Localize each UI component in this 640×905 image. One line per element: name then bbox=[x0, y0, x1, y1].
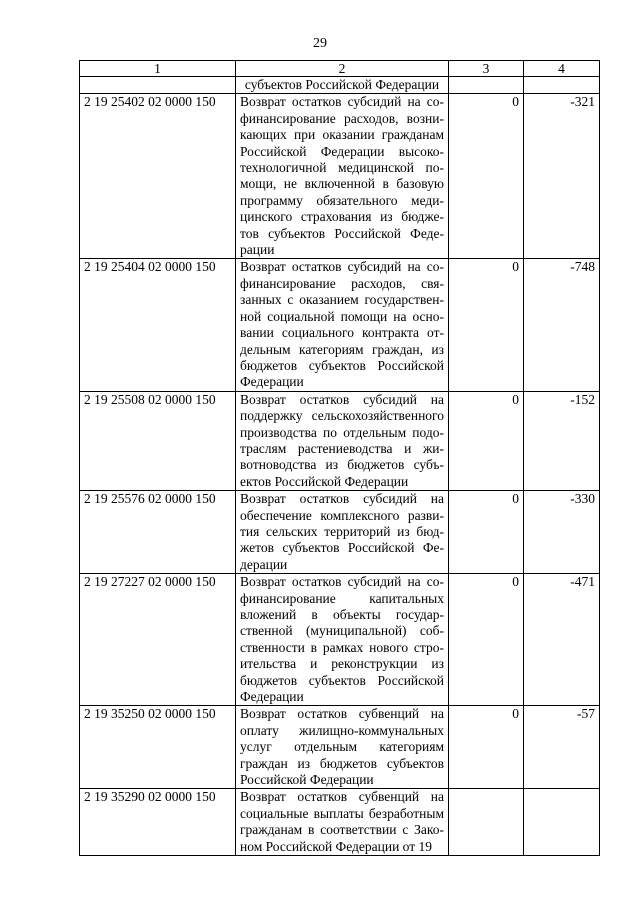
value-col3: 0 bbox=[449, 259, 524, 391]
column-header-4: 4 bbox=[524, 61, 600, 77]
table-row bbox=[80, 574, 600, 706]
value-col3: 0 bbox=[449, 574, 524, 706]
description: Возврат остатков субсидий на со-финансирование капитальных вложений в объекты государ-ственной (муниципальной) соб-ственности в рамках нового стро-ительства и реконструкции из бюджетов субъектов Российской Федерации bbox=[236, 574, 449, 706]
description: Возврат остатков субсидий на со-финансирование расходов, свя-занных с оказанием государствен-ной социальной помощи на осно-вании социального контракта от-дельным категориям граждан, из бюджетов субъектов Российской Федерации bbox=[236, 259, 449, 391]
value-col3: 0 bbox=[449, 491, 524, 574]
description: Возврат остатков субвенций на социальные выплаты безработным гражданам в соответствии с Зако-ном Российской Федерации от 19 bbox=[236, 789, 449, 856]
table-row bbox=[80, 491, 600, 574]
value-col4: -330 bbox=[524, 491, 600, 574]
table-row bbox=[80, 789, 600, 856]
header-row bbox=[80, 61, 600, 77]
table-row bbox=[80, 391, 600, 490]
value-col4: -748 bbox=[524, 259, 600, 391]
table-row bbox=[80, 259, 600, 391]
value-col4: -57 bbox=[524, 706, 600, 789]
value-col4 bbox=[524, 789, 600, 856]
budget-table bbox=[79, 60, 600, 856]
description: Возврат остатков субсидий на обеспечение комплексного разви-тия сельских территорий из бюд-жетов субъектов Российской Фе-дерации bbox=[236, 491, 449, 574]
table-row bbox=[80, 706, 600, 789]
column-header-1: 1 bbox=[80, 61, 236, 77]
value-col3: 0 bbox=[449, 706, 524, 789]
budget-code: 2 19 25402 02 0000 150 bbox=[80, 94, 236, 259]
budget-code: 2 19 35290 02 0000 150 bbox=[80, 789, 236, 856]
continuation-col4 bbox=[524, 77, 600, 94]
budget-code: 2 19 35250 02 0000 150 bbox=[80, 706, 236, 789]
value-col3 bbox=[449, 789, 524, 856]
value-col3: 0 bbox=[449, 391, 524, 490]
value-col4: -471 bbox=[524, 574, 600, 706]
description: Возврат остатков субсидий на поддержку сельскохозяйственного производства по отдельным подо-траслям растениеводства и жи-вотноводства из бюджетов субъ-ектов Российской Федерации bbox=[236, 391, 449, 490]
budget-code: 2 19 25576 02 0000 150 bbox=[80, 491, 236, 574]
value-col3: 0 bbox=[449, 94, 524, 259]
continuation-col3 bbox=[449, 77, 524, 94]
value-col4: -152 bbox=[524, 391, 600, 490]
continuation-code bbox=[80, 77, 236, 94]
continuation-text: субъектов Российской Федерации bbox=[236, 77, 449, 94]
budget-code: 2 19 25404 02 0000 150 bbox=[80, 259, 236, 391]
table-row bbox=[80, 94, 600, 259]
column-header-3: 3 bbox=[449, 61, 524, 77]
budget-code: 2 19 27227 02 0000 150 bbox=[80, 574, 236, 706]
description: Возврат остатков субсидий на со-финансирование расходов, возни-кающих при оказании гражданам Российской Федерации высоко-технологичной медицинской по-мощи, не включенной в базовую программу обязательного меди-цинского страхования из бюдже-тов субъектов Российской Феде-рации bbox=[236, 94, 449, 259]
page-number: 29 bbox=[313, 36, 327, 51]
continuation-row bbox=[80, 77, 600, 94]
budget-code: 2 19 25508 02 0000 150 bbox=[80, 391, 236, 490]
column-header-2: 2 bbox=[236, 61, 449, 77]
value-col4: -321 bbox=[524, 94, 600, 259]
description: Возврат остатков субвенций на оплату жилищно-коммунальных услуг отдельным категориям граждан из бюджетов субъектов Российской Федерации bbox=[236, 706, 449, 789]
